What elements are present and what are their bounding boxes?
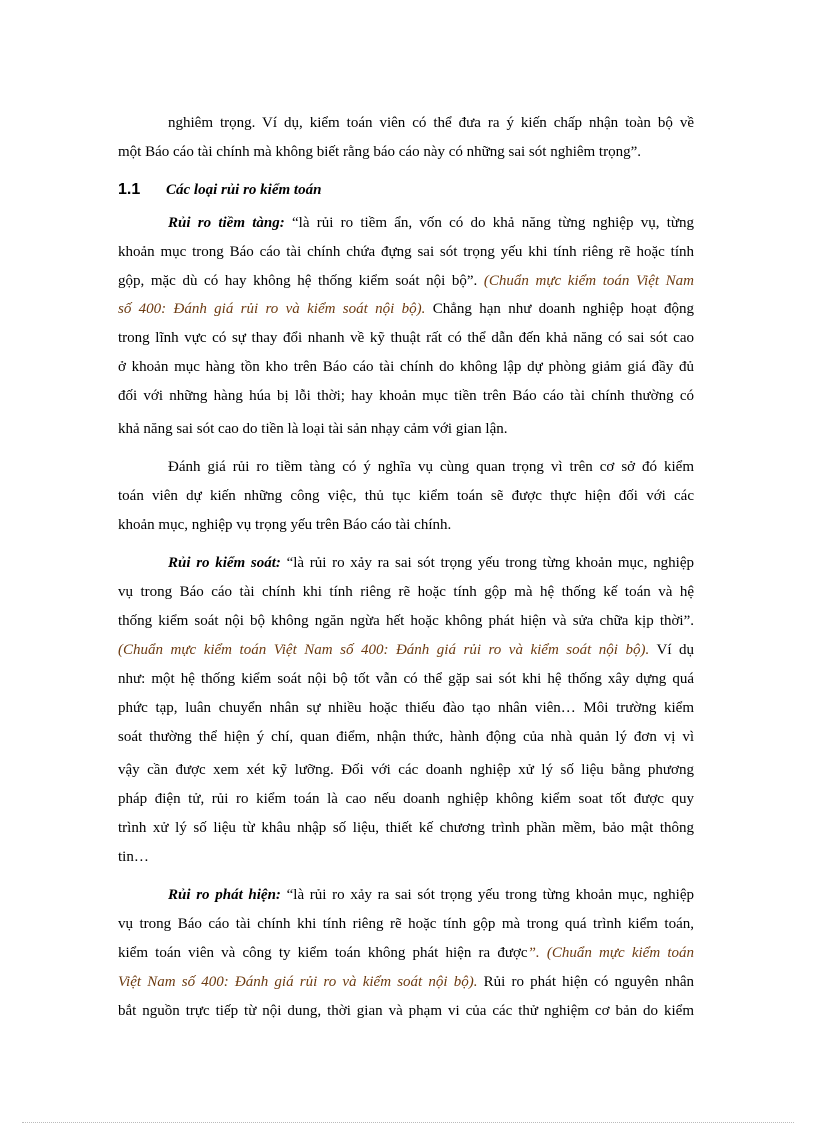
text-line: (Chuẩn mực kiểm toán Việt Nam số 400: Đánh giá rủi ro và kiểm soát nội bộ). Ví dụ [118, 642, 695, 658]
text-line: pháp điện tử, rủi ro kiểm toán là cao nếu doanh nghiệp không kiểm soat tốt được quy [118, 791, 694, 807]
section-title: Các loại rủi ro kiểm toán [166, 182, 322, 198]
text-line: kiểm toán viên và công ty kiểm toán không phát hiện ra được”. (Chuẩn mực kiểm toán [118, 945, 695, 961]
text-line: Việt Nam số 400: Đánh giá rủi ro và kiểm soát nội bộ). Rủi ro phát hiện có nguyên nhân [118, 974, 694, 990]
term-label: Rủi ro kiểm soát: [168, 555, 281, 571]
text-line: phức tạp, luân chuyển nhân sự nhiều hoặc thiếu đào tạo nhân viên… Môi trường kiểm [118, 700, 694, 716]
text-line: vậy cần được xem xét kỹ lưỡng. Đối với các doanh nghiệp xử lý số liệu bằng phương [118, 762, 694, 778]
text-line: bắt nguồn trực tiếp từ nội dung, thời gian và phạm vi của các thử nghiệm cơ bản do kiểm [118, 1003, 694, 1019]
text-line: soát thường thể hiện ý chí, quan điểm, nhận thức, hành động của nhà quản lý đơn vị vì [118, 729, 694, 745]
standard-reference: ”. (Chuẩn mực kiểm toán [527, 945, 695, 961]
text-line: một Báo cáo tài chính mà không biết rằng báo cáo này có những sai sót nghiêm trọng”. [118, 144, 642, 160]
standard-reference: (Chuẩn mực kiểm toán Việt Nam [483, 273, 694, 289]
text-line: nghiêm trọng. Ví dụ, kiểm toán viên có thể đưa ra ý kiến chấp nhận toàn bộ về [168, 115, 694, 131]
text-line: khoản mục, nghiệp vụ trọng yếu trên Báo cáo tài chính. [118, 517, 452, 533]
term-label: Rủi ro phát hiện: [168, 887, 281, 903]
text-line: Rủi ro tiềm tàng: “là rủi ro tiềm ẩn, vốn có do khả năng từng nghiệp vụ, từng [168, 215, 694, 231]
text-line: vụ trong Báo cáo tài chính khi tính riêng rẽ hoặc tính gộp mà hệ thống kế toán và hệ [118, 584, 694, 600]
standard-reference: Việt Nam số 400: Đánh giá rủi ro và kiểm soát nội bộ). [118, 974, 478, 990]
text-line: khả năng sai sót cao do tiền là loại tài sản nhạy cảm với gian lận. [118, 421, 508, 437]
text-line: vụ trong Báo cáo tài chính khi tính riêng rẽ hoặc tính gộp mà trong quá trình kiểm toán, [118, 916, 694, 932]
text-line: Rủi ro phát hiện: “là rủi ro xảy ra sai sót trọng yếu trong từng khoản mục, nghiệp [168, 887, 694, 903]
text-line: số 400: Đánh giá rủi ro và kiểm soát nội bộ). Chẳng hạn như doanh nghiệp hoạt động [118, 301, 694, 317]
text-line: thống kiểm soát nội bộ không ngăn ngừa hết hoặc không phát hiện và sửa chữa kịp thời”. [118, 613, 694, 629]
text-line: như: một hệ thống kiểm soát nội bộ tốt vẫn có thể gặp sai sót khi hệ thống xây dựng quá [118, 671, 694, 687]
section-number: 1.1 [118, 181, 141, 198]
text-line: ở khoản mục hàng tồn kho trên Báo cáo tài chính do không lập dự phòng giảm giá đầy đủ [118, 359, 694, 375]
text-line: Rủi ro kiểm soát: “là rủi ro xảy ra sai sót trọng yếu trong từng khoản mục, nghiệp [168, 555, 694, 571]
text-line: tin… [118, 849, 149, 865]
text-line: Đánh giá rủi ro tiềm tàng có ý nghĩa vụ cùng quan trọng vì trên cơ sở đó kiểm [168, 459, 694, 475]
text-line: trong lĩnh vực có sự thay đổi nhanh về kỹ thuật rất có thể dẫn đến khả năng có sai sót cao [118, 330, 694, 346]
text-line: trình xử lý số liệu từ khâu nhập số liệu, thiết kế chương trình phần mềm, bảo mật thông [118, 820, 694, 836]
text-line: khoản mục trong Báo cáo tài chính chứa đựng sai sót trọng yếu khi tính riêng rẽ hoặc tính [118, 244, 694, 260]
section-heading [118, 179, 321, 201]
text-line: toán viên dự kiến những công việc, thủ tục kiểm toán sẽ được thực hiện đối với các [118, 488, 694, 504]
text-line: đối với những hàng húa bị lỗi thời; hay khoản mục tiền trên Báo cáo tài chính thường có [118, 388, 694, 404]
term-label: Rủi ro tiềm tàng: [168, 215, 285, 231]
standard-reference: số 400: Đánh giá rủi ro và kiểm soát nội bộ). [118, 301, 426, 317]
standard-reference: (Chuẩn mực kiểm toán Việt Nam số 400: Đánh giá rủi ro và kiểm soát nội bộ). [118, 642, 650, 658]
text-line: gộp, mặc dù có hay không hệ thống kiểm soát nội bộ”. (Chuẩn mực kiểm toán Việt Nam [118, 273, 694, 289]
